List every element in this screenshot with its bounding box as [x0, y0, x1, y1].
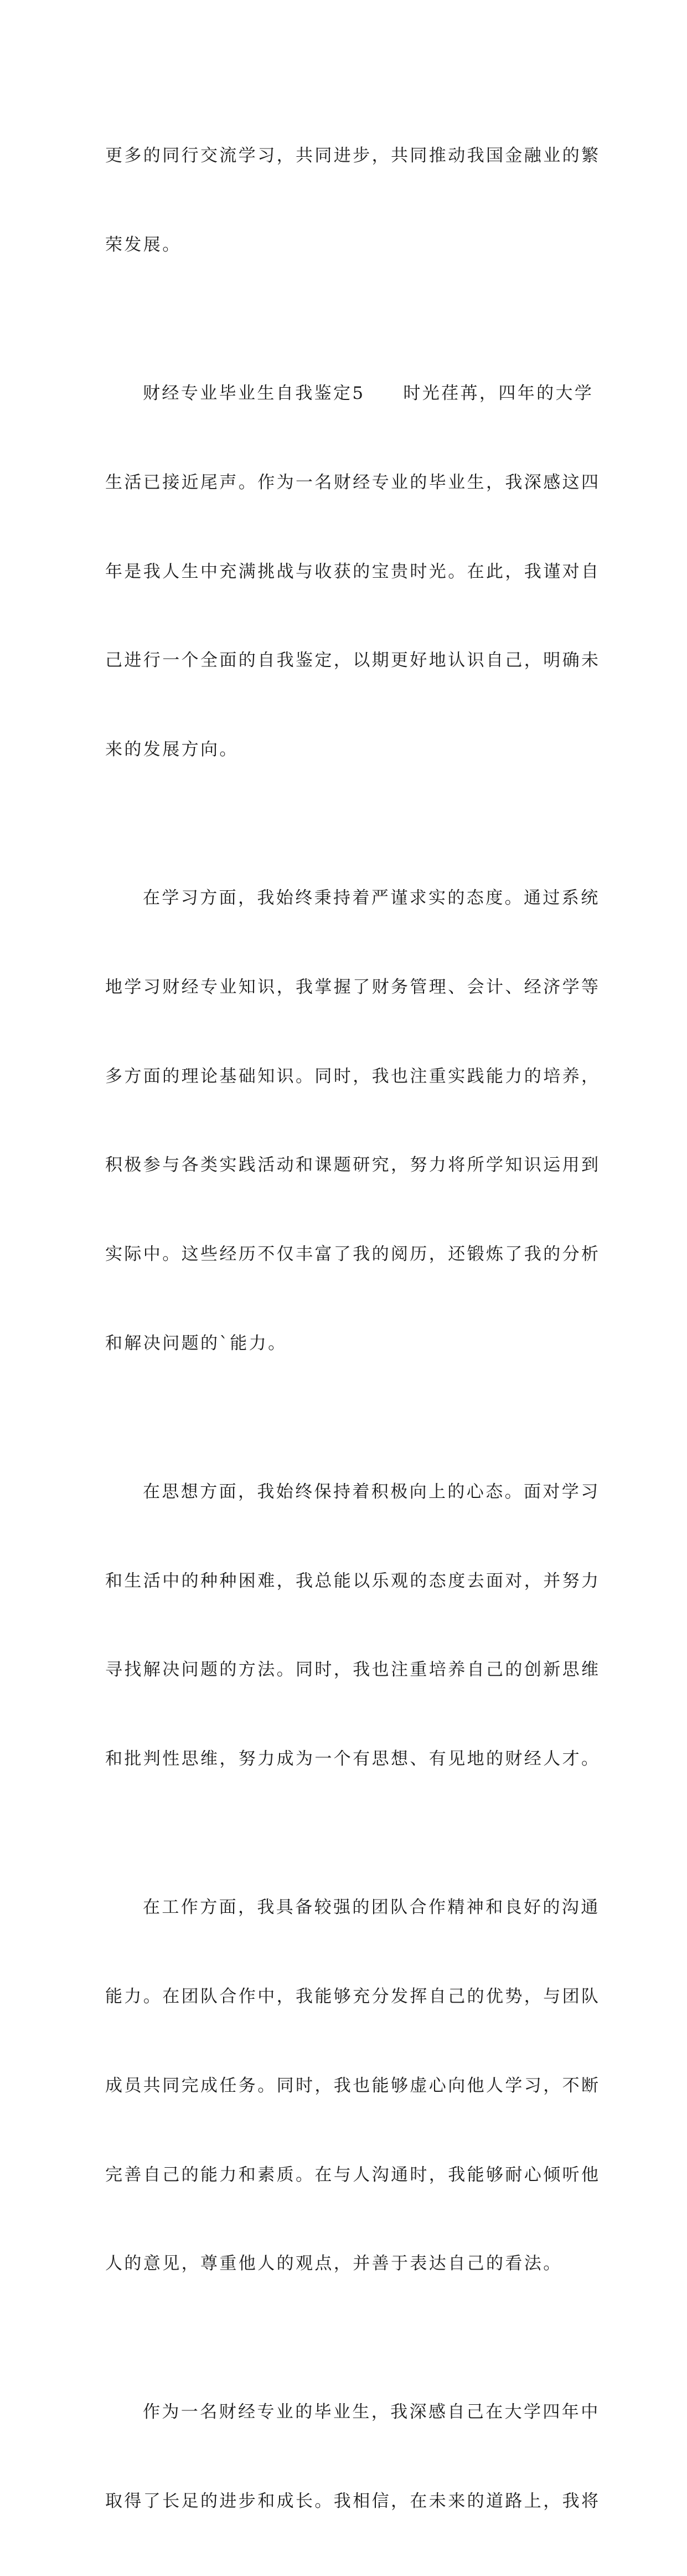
text-line: 己进行一个全面的自我鉴定，以期更好地认识自己，明确未: [105, 650, 601, 671]
text-line: 取得了长足的进步和成长。我相信，在未来的道路上，我将: [105, 2491, 601, 2512]
text-line: 积极参与各类实践活动和课题研究，努力将所学知识运用到: [105, 1155, 601, 1176]
text-line: 生活已接近尾声。作为一名财经专业的毕业生，我深感这四: [105, 472, 601, 492]
text-line: 在学习方面，我始终秉持着严谨求实的态度。通过系统: [143, 888, 600, 909]
text-line: 和生活中的种种困难，我总能以乐观的态度去面对，并努力: [105, 1571, 601, 1591]
text-line: 来的发展方向。: [105, 740, 239, 760]
text-line: 寻找解决问题的方法。同时，我也注重培养自己的创新思维: [105, 1660, 601, 1680]
paragraph-6: [105, 2338, 601, 2576]
paragraph-5: [105, 1834, 601, 2338]
text-line: 和解决问题的`能力。: [105, 1333, 287, 1353]
text-line: 完善自己的能力和素质。在与人沟通时，我能够耐心倾听他: [105, 2164, 601, 2185]
text-line: 更多的同行交流学习，共同进步，共同推动我国金融业的繁: [105, 146, 601, 166]
text-line: 年是我人生中充满挑战与收获的宝贵时光。在此，我谨对自: [105, 561, 601, 582]
text-line: 多方面的理论基础知识。同时，我也注重实践能力的培养，: [105, 1066, 601, 1086]
text-line: 能力。在团队合作中，我能够充分发挥自己的优势，与团队: [105, 1987, 601, 2007]
paragraph-1: [105, 82, 601, 320]
paragraph-3: [105, 824, 601, 1418]
text-line: 作为一名财经专业的毕业生，我深感自己在大学四年中: [143, 2402, 600, 2423]
text-line: 在工作方面，我具备较强的团队合作精神和良好的沟通: [143, 1897, 600, 1918]
text-line: 和批判性思维，努力成为一个有思想、有见地的财经人才。: [105, 1749, 601, 1769]
text-line: 成员共同完成任务。同时，我也能够虚心向他人学习，不断: [105, 2075, 601, 2096]
text-line: 实际中。这些经历不仅丰富了我的阅历，还锻炼了我的分析: [105, 1244, 601, 1265]
text-line: 地学习财经专业知识，我掌握了财务管理、会计、经济学等: [105, 977, 601, 997]
text-line: 人的意见，尊重他人的观点，并善于表达自己的看法。: [105, 2254, 562, 2274]
paragraph-2: [105, 320, 601, 824]
text-line-heading: 财经专业毕业生自我鉴定5 时光荏苒，四年的大学: [143, 383, 594, 403]
text-line: 在思想方面，我始终保持着积极向上的心态。面对学习: [143, 1481, 600, 1502]
text-line: 荣发展。: [105, 234, 182, 255]
document-body: [105, 82, 601, 2576]
paragraph-4: [105, 1418, 601, 1834]
